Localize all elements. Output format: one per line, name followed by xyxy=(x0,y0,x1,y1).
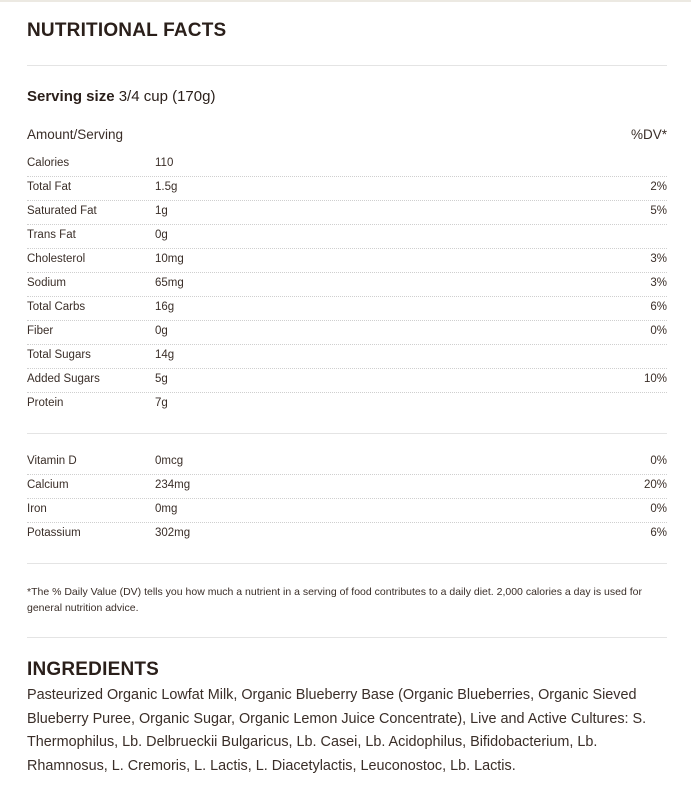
ingredients-title: INGREDIENTS xyxy=(27,659,160,680)
nutrient-row xyxy=(27,273,667,297)
nutrient-row xyxy=(27,225,667,249)
nutrient-amount: 7g xyxy=(155,397,168,409)
nutrient-daily-value: 3% xyxy=(650,277,667,289)
nutrient-name: Potassium xyxy=(27,527,81,539)
nutrient-name: Calcium xyxy=(27,479,69,491)
nutrient-amount: 65mg xyxy=(155,277,184,289)
dv-header: %DV* xyxy=(630,127,667,142)
nutrients-table xyxy=(27,153,667,417)
nutrient-amount: 0mcg xyxy=(155,455,184,467)
nutrient-daily-value: 0% xyxy=(650,455,667,467)
nutrient-row xyxy=(27,297,667,321)
nutrient-daily-value: 20% xyxy=(643,479,667,491)
nutrient-name: Iron xyxy=(27,503,47,515)
nutrient-name: Total Carbs xyxy=(27,301,86,313)
nutrient-name: Trans Fat xyxy=(27,229,76,241)
dv-footnote: *The % Daily Value (DV) tells you how much a nutrient in a serving of food contributes to a daily diet. 2,000 calories a day is used for general nutrition advice. xyxy=(27,586,642,614)
nutrient-amount: 0g xyxy=(155,325,168,337)
nutrient-row xyxy=(27,475,667,499)
nutrient-amount: 234mg xyxy=(155,479,191,491)
nutrient-amount: 1g xyxy=(155,205,168,217)
nutrient-row xyxy=(27,369,667,393)
nutrient-amount: 1.5g xyxy=(155,181,178,193)
serving-size-value: 3/4 cup (170g) xyxy=(118,88,216,105)
nutrient-amount: 16g xyxy=(155,301,175,313)
nutrition-title: NUTRITIONAL FACTS xyxy=(27,20,227,41)
nutrient-amount: 0g xyxy=(155,229,168,241)
nutrient-amount: 10mg xyxy=(155,253,184,265)
nutrient-name: Saturated Fat xyxy=(27,205,97,217)
nutrient-amount: 302mg xyxy=(155,527,191,539)
divider xyxy=(27,65,667,66)
divider xyxy=(27,433,667,434)
vitamins-table xyxy=(27,451,667,547)
nutrient-row xyxy=(27,523,667,547)
nutrient-amount: 5g xyxy=(155,373,168,385)
serving-size-label: Serving size xyxy=(27,88,115,105)
nutrient-row xyxy=(27,153,667,177)
nutrient-name: Vitamin D xyxy=(27,455,77,467)
nutrient-name: Protein xyxy=(27,397,64,409)
nutrient-name: Sodium xyxy=(27,277,66,289)
nutrient-amount: 14g xyxy=(155,349,175,361)
nutrient-name: Added Sugars xyxy=(27,373,100,385)
table-header xyxy=(27,127,667,147)
nutrient-row xyxy=(27,393,667,417)
nutrient-daily-value: 6% xyxy=(650,527,667,539)
nutrient-daily-value: 3% xyxy=(650,253,667,265)
nutrient-name: Total Fat xyxy=(27,181,72,193)
nutrient-row xyxy=(27,451,667,475)
nutrient-row xyxy=(27,201,667,225)
nutrient-amount: 110 xyxy=(155,157,174,169)
nutrient-row xyxy=(27,249,667,273)
top-border xyxy=(0,0,691,2)
nutrient-row xyxy=(27,345,667,369)
amount-header: Amount/Serving xyxy=(27,127,124,142)
nutrient-daily-value: 10% xyxy=(643,373,667,385)
nutrient-row xyxy=(27,321,667,345)
nutrient-daily-value: 0% xyxy=(650,325,667,337)
nutrient-daily-value: 2% xyxy=(650,181,667,193)
nutrient-name: Cholesterol xyxy=(27,253,86,265)
nutrient-amount: 0mg xyxy=(155,503,178,515)
ingredients-list: Pasteurized Organic Lowfat Milk, Organic Blueberry Base (Organic Blueberries, Organic Sieved Blueberry Puree, Organic Sugar, Organic Lemon Juice Concentrate), Live and Active Cultures: S. Thermophilus, Lb. Delbrueckii Bulgaricus, Lb. Casei, Lb. Acidophilus, Bifidobacterium, Lb. Rhamnosus, L. Cremoris, L. Lactis, L. Diacetylactis, Leuconostoc, Lb. Lactis. xyxy=(27,687,647,774)
serving-size xyxy=(27,88,215,105)
nutrient-name: Fiber xyxy=(27,325,54,337)
nutrient-name: Total Sugars xyxy=(27,349,91,361)
nutrient-name: Calories xyxy=(27,157,70,169)
divider xyxy=(27,563,667,564)
nutrient-daily-value: 5% xyxy=(650,205,667,217)
nutrient-daily-value: 0% xyxy=(650,503,667,515)
nutrient-daily-value: 6% xyxy=(650,301,667,313)
nutrient-row xyxy=(27,499,667,523)
divider xyxy=(27,637,667,638)
nutrient-row xyxy=(27,177,667,201)
